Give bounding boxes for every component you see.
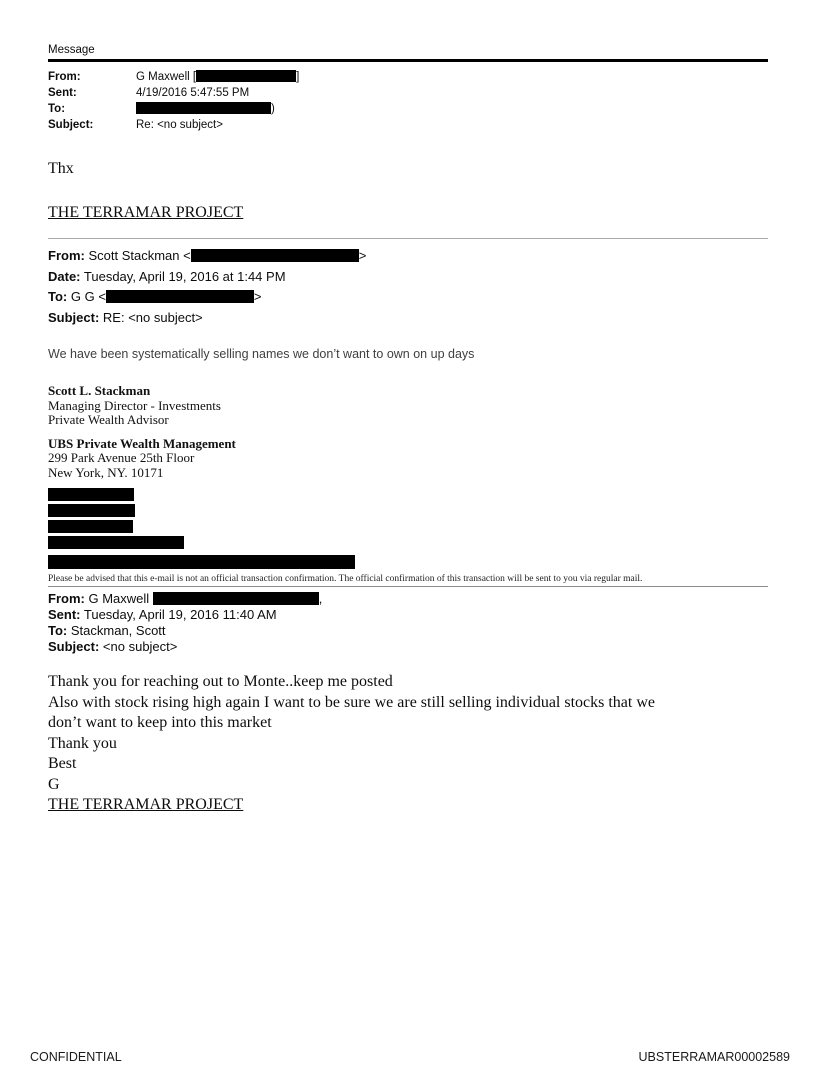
header-row-subject <box>48 117 768 133</box>
terramar-project-link[interactable]: THE TERRAMAR PROJECT <box>48 796 244 813</box>
quoted-email-1-header <box>48 246 768 328</box>
sent-value: 4/19/2016 5:47:55 PM <box>136 87 250 99</box>
quoted-email-2-body <box>48 672 768 816</box>
redaction-bar <box>48 488 134 501</box>
message-tab-label: Message <box>48 44 95 56</box>
signature-address-2: New York, NY. 10171 <box>48 464 164 480</box>
reply-body-text: Thx <box>48 160 74 177</box>
quoted-email-2-header <box>48 591 768 655</box>
redaction-bar <box>48 520 133 533</box>
body-line: don’t want to keep into this market <box>48 714 272 731</box>
terramar-project-link[interactable]: THE TERRAMAR PROJECT <box>48 204 244 221</box>
redaction-bar <box>153 592 319 605</box>
quoted-email-separator <box>48 238 768 239</box>
header-row-to <box>48 101 768 117</box>
signature-block-company <box>48 437 768 481</box>
q2-to-row: To: Stackman, Scott <box>48 623 166 638</box>
redaction-bar <box>48 555 355 569</box>
from-value: G Maxwell [ ] <box>136 71 300 83</box>
signature-address-1: 299 Park Avenue 25th Floor <box>48 450 195 465</box>
redaction-bar <box>106 290 254 303</box>
page-footer <box>30 1050 790 1064</box>
body-line: Thank you <box>48 734 117 752</box>
body-line: G <box>48 775 60 793</box>
redaction-bar <box>48 504 135 517</box>
signature-block-person <box>48 384 768 428</box>
q1-date-row: Date: Tuesday, April 19, 2016 at 1:44 PM <box>48 268 286 284</box>
quoted-email-1-body: We have been systematically selling names we don’t want to own on up days <box>48 347 475 361</box>
header-row-from <box>48 69 768 85</box>
q1-subject-row: Subject: RE: <no subject> <box>48 309 203 325</box>
q1-from-row: From: Scott Stackman < > <box>48 248 367 263</box>
header-row-sent <box>48 85 768 101</box>
to-label: To: <box>48 103 66 115</box>
disclaimer-separator <box>48 586 768 587</box>
body-line: Thank you for reaching out to Monte..keep me posted <box>48 673 393 690</box>
body-line: Also with stock rising high again I want to be sure we are still selling individual stocks that we <box>48 693 656 711</box>
q2-sent-row: Sent: Tuesday, April 19, 2016 11:40 AM <box>48 607 277 622</box>
q2-from-row: From: G Maxwell , <box>48 591 323 606</box>
signature-company: UBS Private Wealth Management <box>48 435 236 451</box>
subject-label: Subject: <box>48 119 94 131</box>
redaction-bar <box>196 70 296 82</box>
q2-subject-row: Subject: <no subject> <box>48 639 178 654</box>
reply-signature <box>48 203 768 223</box>
from-label: From: <box>48 71 81 83</box>
redaction-bar <box>136 102 271 114</box>
message-tab <box>48 44 768 62</box>
sent-label: Sent: <box>48 87 77 99</box>
redacted-contact-block <box>48 488 768 569</box>
confidential-stamp: CONFIDENTIAL <box>30 1050 122 1064</box>
top-mail-header <box>48 69 768 133</box>
body-line: Best <box>48 755 77 772</box>
subject-value: Re: <no subject> <box>136 119 223 131</box>
signature-title-1: Managing Director - Investments <box>48 397 221 413</box>
signature-name: Scott L. Stackman <box>48 383 151 398</box>
bates-number: UBSTERRAMAR00002589 <box>638 1050 790 1064</box>
redaction-bar <box>191 249 359 262</box>
to-value: ) <box>136 101 768 117</box>
email-disclaimer: Please be advised that this e-mail is not an official transaction confirmation. The official confirmation of this transaction will be sent to you via regular mail. <box>48 574 643 584</box>
signature-title-2: Private Wealth Advisor <box>48 412 169 427</box>
redaction-bar <box>48 536 184 549</box>
q1-to-row: To: G G < > <box>48 289 262 304</box>
